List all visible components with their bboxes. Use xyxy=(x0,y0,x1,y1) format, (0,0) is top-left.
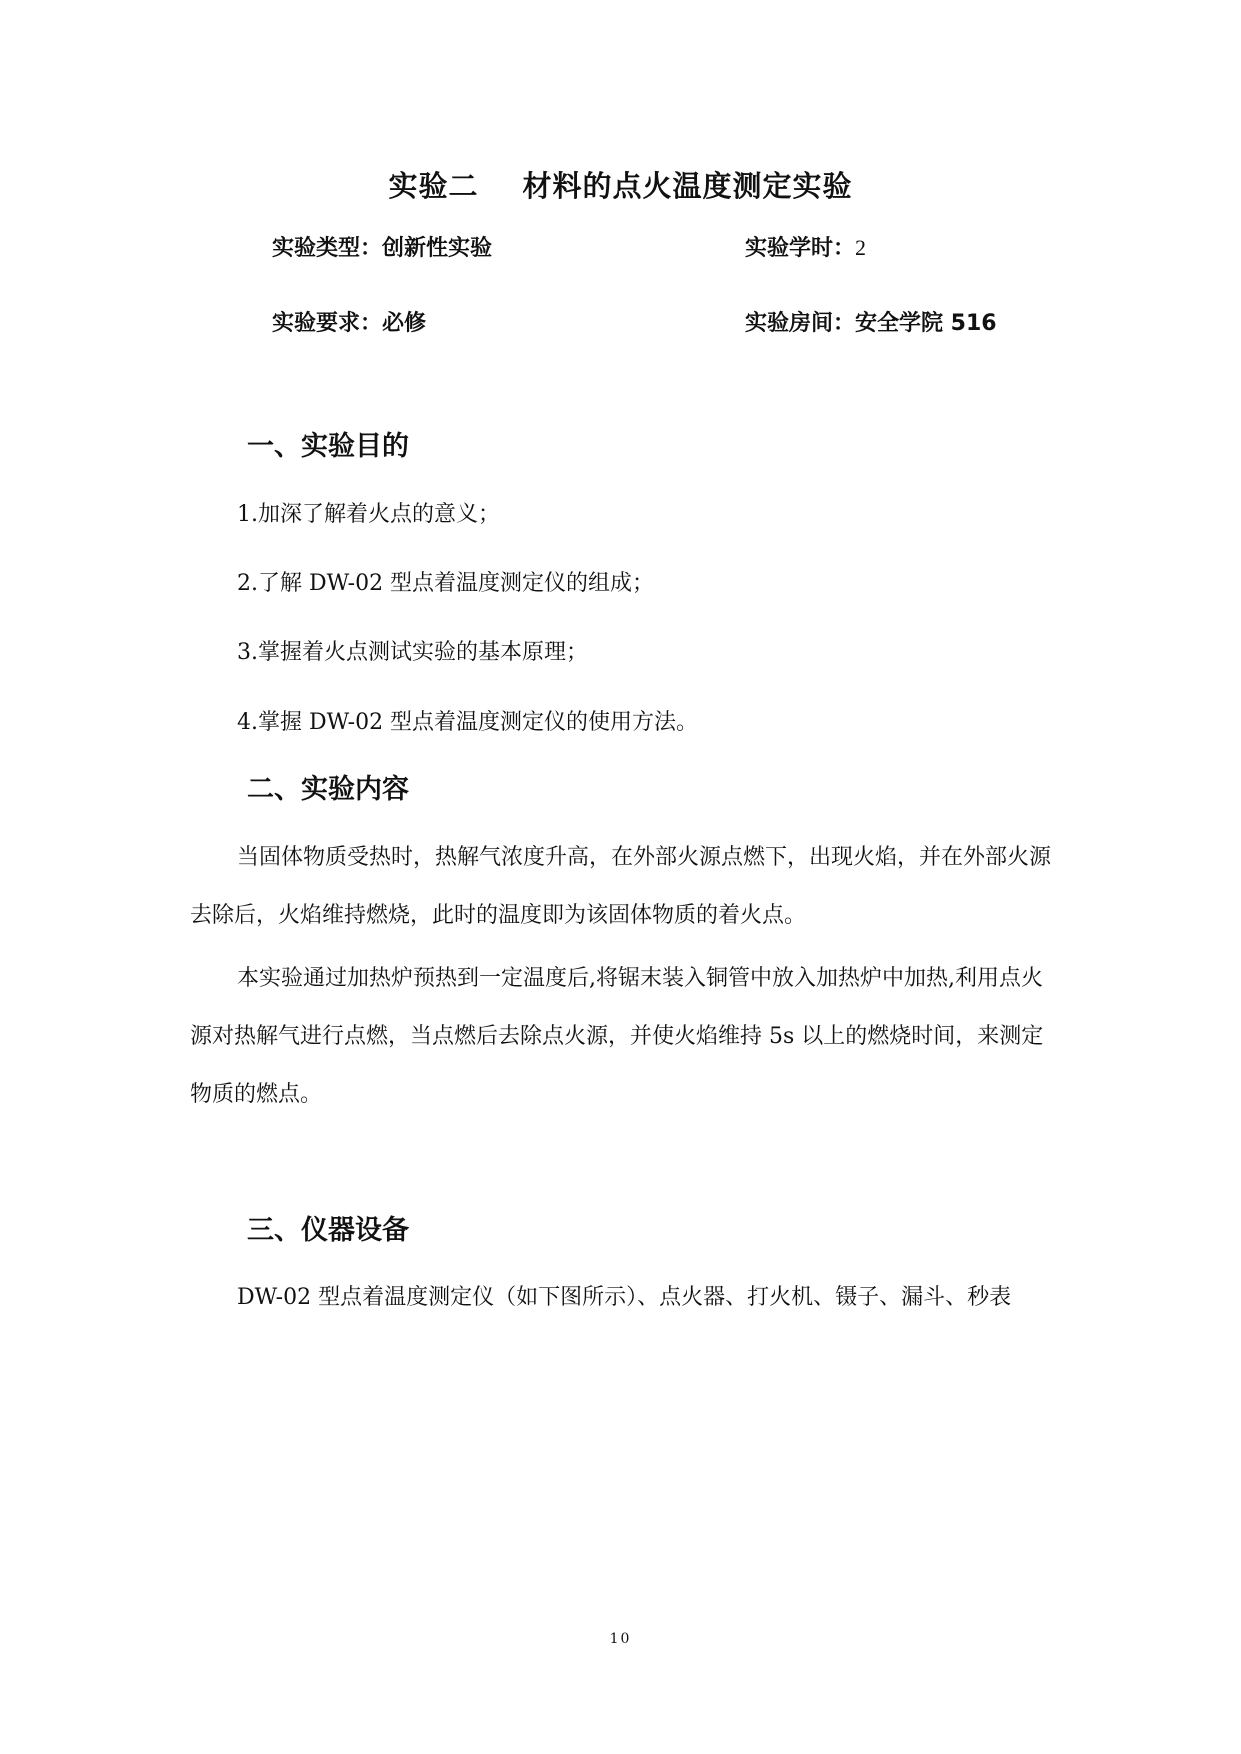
meta-room-label: 实验房间： xyxy=(745,311,856,336)
section-heading-content: 二、实验内容 xyxy=(247,774,409,805)
content-paragraph-1 xyxy=(190,829,1060,945)
meta-type xyxy=(272,231,492,262)
content-paragraph-1-text: 当固体物质受热时，热解气浓度升高，在外部火源点燃下，出现火焰，并在外部火源去除后，火焰维持燃烧，此时的温度即为该固体物质的着火点。 xyxy=(190,845,1052,928)
purpose-item-1: 1.加深了解着火点的意义； xyxy=(237,502,500,527)
title-part1: 实验二 xyxy=(388,169,479,203)
meta-requirement xyxy=(272,306,426,337)
meta-room xyxy=(745,306,997,337)
page-number: 10 xyxy=(609,1631,632,1647)
meta-room-value: 安全学院 516 xyxy=(855,311,997,336)
meta-hours-value: 2 xyxy=(855,235,867,260)
content-paragraph-2 xyxy=(190,950,1060,1124)
purpose-item-3: 3.掌握着火点测试实验的基本原理； xyxy=(237,640,588,665)
meta-type-value: 创新性实验 xyxy=(382,236,493,261)
meta-hours xyxy=(745,231,866,262)
title-part2: 材料的点火温度测定实验 xyxy=(522,169,853,203)
meta-requirement-label: 实验要求： xyxy=(272,311,383,336)
meta-type-label: 实验类型： xyxy=(272,236,383,261)
section-heading-equipment: 三、仪器设备 xyxy=(247,1215,409,1246)
meta-hours-label: 实验学时： xyxy=(745,236,856,261)
content-paragraph-2-text: 本实验通过加热炉预热到一定温度后,将锯末装入铜管中放入加热炉中加热,利用点火源对热解气进行点燃，当点燃后去除点火源，并使火焰维持 5s 以上的燃烧时间，来测定物质的燃点。 xyxy=(190,966,1044,1107)
equipment-paragraph-text: DW-02 型点着温度测定仪（如下图所示）、点火器、打火机、镊子、漏斗、秒表 xyxy=(237,1285,1012,1310)
meta-requirement-value: 必修 xyxy=(382,311,427,336)
section-heading-purpose: 一、实验目的 xyxy=(247,431,409,462)
purpose-item-4: 4.掌握 DW-02 型点着温度测定仪的使用方法。 xyxy=(237,710,699,735)
page-title xyxy=(0,164,1241,205)
purpose-item-2: 2.了解 DW-02 型点着温度测定仪的组成； xyxy=(237,571,655,596)
equipment-paragraph xyxy=(190,1269,1060,1327)
